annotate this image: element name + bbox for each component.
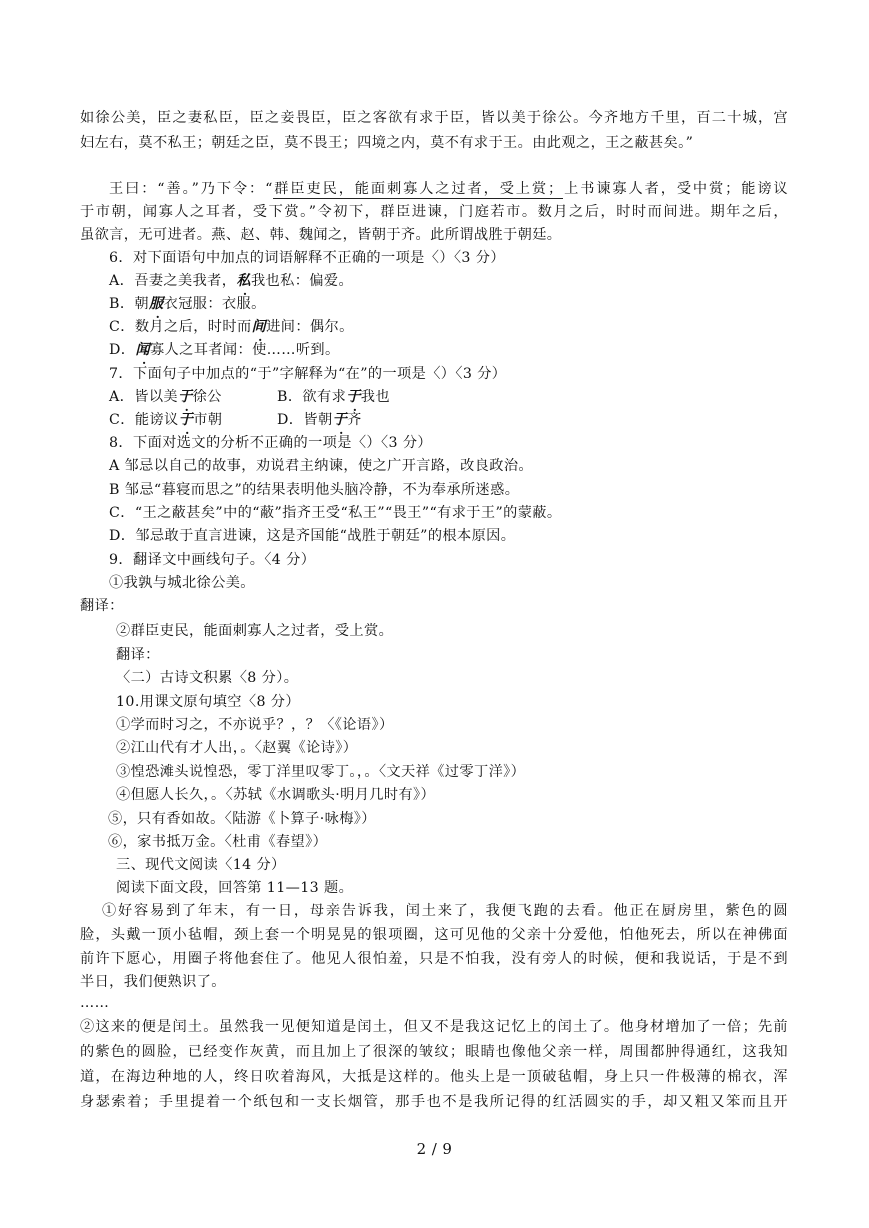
question-7-option-b xyxy=(277,387,390,407)
question-10-item: ⑤，只有香如故。〈陆游《卜算子·咏梅》） xyxy=(108,811,376,827)
reading-paragraph-line: 半日，我们便熟识了。 xyxy=(80,974,226,990)
reading-paragraph-line: 身瑟索着；手里提着一个纸包和一支长烟管，那手也不是我所记得的红活圆实的手，却又粗又笨而且开 xyxy=(80,1094,788,1110)
question-10-item: ④但愿人长久，。〈苏轼《水调歌头·明月几时有》） xyxy=(116,787,436,803)
option-text: 衣冠服：衣服。 xyxy=(163,296,266,312)
passage-line xyxy=(109,179,788,199)
question-6-option-c xyxy=(109,317,354,337)
passage-text: 上书谏寡人者，受中赏；能谤议 xyxy=(562,181,789,197)
question-10-stem: 10.用课文原句填空〈8 分） xyxy=(116,694,300,710)
dotted-word: 于 xyxy=(332,412,348,428)
dotted-word: 间 xyxy=(251,319,267,335)
option-text: 徐公 xyxy=(192,389,222,405)
question-10-item: ②江山代有才人出，。〈赵翼《论诗》） xyxy=(116,740,358,756)
option-text: 市朝 xyxy=(193,412,223,428)
question-8-option-a: A 邹忌以自己的故事，劝说君主纳谏，使之广开言路，改良政治。 xyxy=(109,458,534,474)
dotted-word: 于 xyxy=(346,389,361,405)
question-9-sentence-2: ②群臣吏民，能面刺寡人之过者，受上赏。 xyxy=(116,623,394,639)
translation-label: 翻译： xyxy=(116,647,160,663)
reading-paragraph-line: ①好容易到了年末，有一日，母亲告诉我，闰土来了，我便飞跑的去看。他正在厨房里，紫色的圆 xyxy=(102,903,788,919)
reading-paragraph-line: ②这来的便是闰土。虽然我一见便知道是闰土，但又不是我这记忆上的闰土了。他身材增加了一倍；先前 xyxy=(80,1019,788,1035)
reading-paragraph-line: 前许下愿心，用圈子将他套住了。他见人很怕羞，只是不怕我，没有旁人的时候，便和我说话，于是不到 xyxy=(80,951,788,967)
option-text: 齐 xyxy=(347,412,362,428)
option-text: A．皆以美 xyxy=(109,389,178,405)
dotted-word: 于 xyxy=(178,389,193,405)
dotted-word: 于 xyxy=(178,412,194,428)
translation-label: 翻译： xyxy=(80,598,124,614)
dotted-word: 私 xyxy=(236,273,251,289)
question-7-stem: 7．下面句子中加点的“于”字解释为“在”的一项是〈）〈3 分） xyxy=(109,366,507,382)
question-9-sentence-1: ①我孰与城北徐公美。 xyxy=(109,575,255,591)
underlined-sentence: 群臣吏民，能面刺寡人之过者，受上赏； xyxy=(272,181,563,197)
section-3-heading: 三、现代文阅读〈14 分） xyxy=(116,857,286,873)
question-8-stem: 8．下面对选文的分析不正确的一项是〈）〈3 分） xyxy=(109,435,433,451)
option-text: C．数月之后，时时而 xyxy=(109,319,252,335)
option-text: D． xyxy=(109,342,136,358)
ellipsis: …… xyxy=(80,995,110,1011)
question-6-stem: 6．对下面语句中加点的词语解释不正确的一项是〈）〈3 分） xyxy=(109,250,505,266)
section-2-heading: 〈二）古诗文积累〈8 分）。 xyxy=(116,670,299,686)
question-7-option-d xyxy=(277,410,362,430)
question-7-option-c xyxy=(109,410,222,430)
option-text: 寡人之耳者闻：使……听到。 xyxy=(149,342,340,358)
reading-paragraph-line: 道，在海边种地的人，终日吹着海风，大抵是这样的。他头上是一顶破毡帽，身上只一件极薄的棉衣，浑 xyxy=(80,1069,788,1085)
passage-text: 王曰：“善。”乃下令：“ xyxy=(109,181,273,197)
question-7-option-a xyxy=(109,387,222,407)
option-text: 我也私：偏爱。 xyxy=(250,273,354,289)
question-10-item: ①学而时习之，不亦说乎？，？〈《论语》） xyxy=(116,717,394,733)
question-6-option-d xyxy=(109,340,340,360)
dotted-word: 闻 xyxy=(135,342,150,358)
passage-line: 妇左右，莫不私王；朝廷之臣，莫不畏王；四境之内，莫不有求于王。由此观之，王之蔽甚矣。” xyxy=(80,135,694,151)
option-text: 进间：偶尔。 xyxy=(266,319,354,335)
reading-paragraph-line: 脸，头戴一顶小毡帽，颈上套一个明晃晃的银项圈，这可见他的父亲十分爱他，怕他死去，所以在神佛面 xyxy=(80,927,788,943)
option-text: B．朝 xyxy=(109,296,150,312)
option-text: D．皆朝 xyxy=(277,412,333,428)
passage-line: 虽欲言，无可进者。燕、赵、韩、魏闻之，皆朝于齐。此所谓战胜于朝廷。 xyxy=(80,227,562,243)
question-6-option-a xyxy=(109,271,353,291)
passage-line: 于市朝，闻寡人之耳者，受下赏。”令初下，群臣进谏，门庭若市。数月之后，时时而间进。期年之后， xyxy=(80,204,788,220)
page-number: 2 / 9 xyxy=(416,1140,453,1158)
question-8-option-c: C．“王之蔽甚矣”中的“蔽”指齐王受“私王”“畏王”“有求于王”的蒙蔽。 xyxy=(109,505,562,521)
question-10-item: ③惶恐滩头说惶恐，零丁洋里叹零丁。，。〈文天祥《过零丁洋》） xyxy=(116,764,526,780)
reading-paragraph-line: 的紫色的圆脸，已经变作灰黄，而且加上了很深的皱纹；眼睛也像他父亲一样，周围都肿得通红，这我知 xyxy=(80,1044,788,1060)
option-text: A．吾妻之美我者， xyxy=(109,273,237,289)
option-text: C．能谤议 xyxy=(109,412,179,428)
question-9-stem: 9．翻译文中画线句子。〈4 分） xyxy=(109,552,316,568)
question-6-option-b xyxy=(109,294,266,314)
option-text: 我也 xyxy=(360,389,390,405)
question-8-option-d: D．邹忌敢于直言进谏，这是齐国能“战胜于朝廷”的根本原因。 xyxy=(109,528,516,544)
question-8-option-b: B 邹忌“暮寝而思之”的结果表明他头脑冷静，不为奉承所迷惑。 xyxy=(109,482,520,498)
reading-instructions: 阅读下面文段，回答第 11—13 题。 xyxy=(116,880,354,896)
passage-line: 如徐公美，臣之妻私臣，臣之妾畏臣，臣之客欲有求于臣，皆以美于徐公。今齐地方千里，百二十城，宫 xyxy=(80,110,788,126)
option-text: B．欲有求 xyxy=(277,389,347,405)
question-10-item: ⑥，家书抵万金。〈杜甫《春望》） xyxy=(108,834,328,850)
dotted-word: 服 xyxy=(149,296,164,312)
